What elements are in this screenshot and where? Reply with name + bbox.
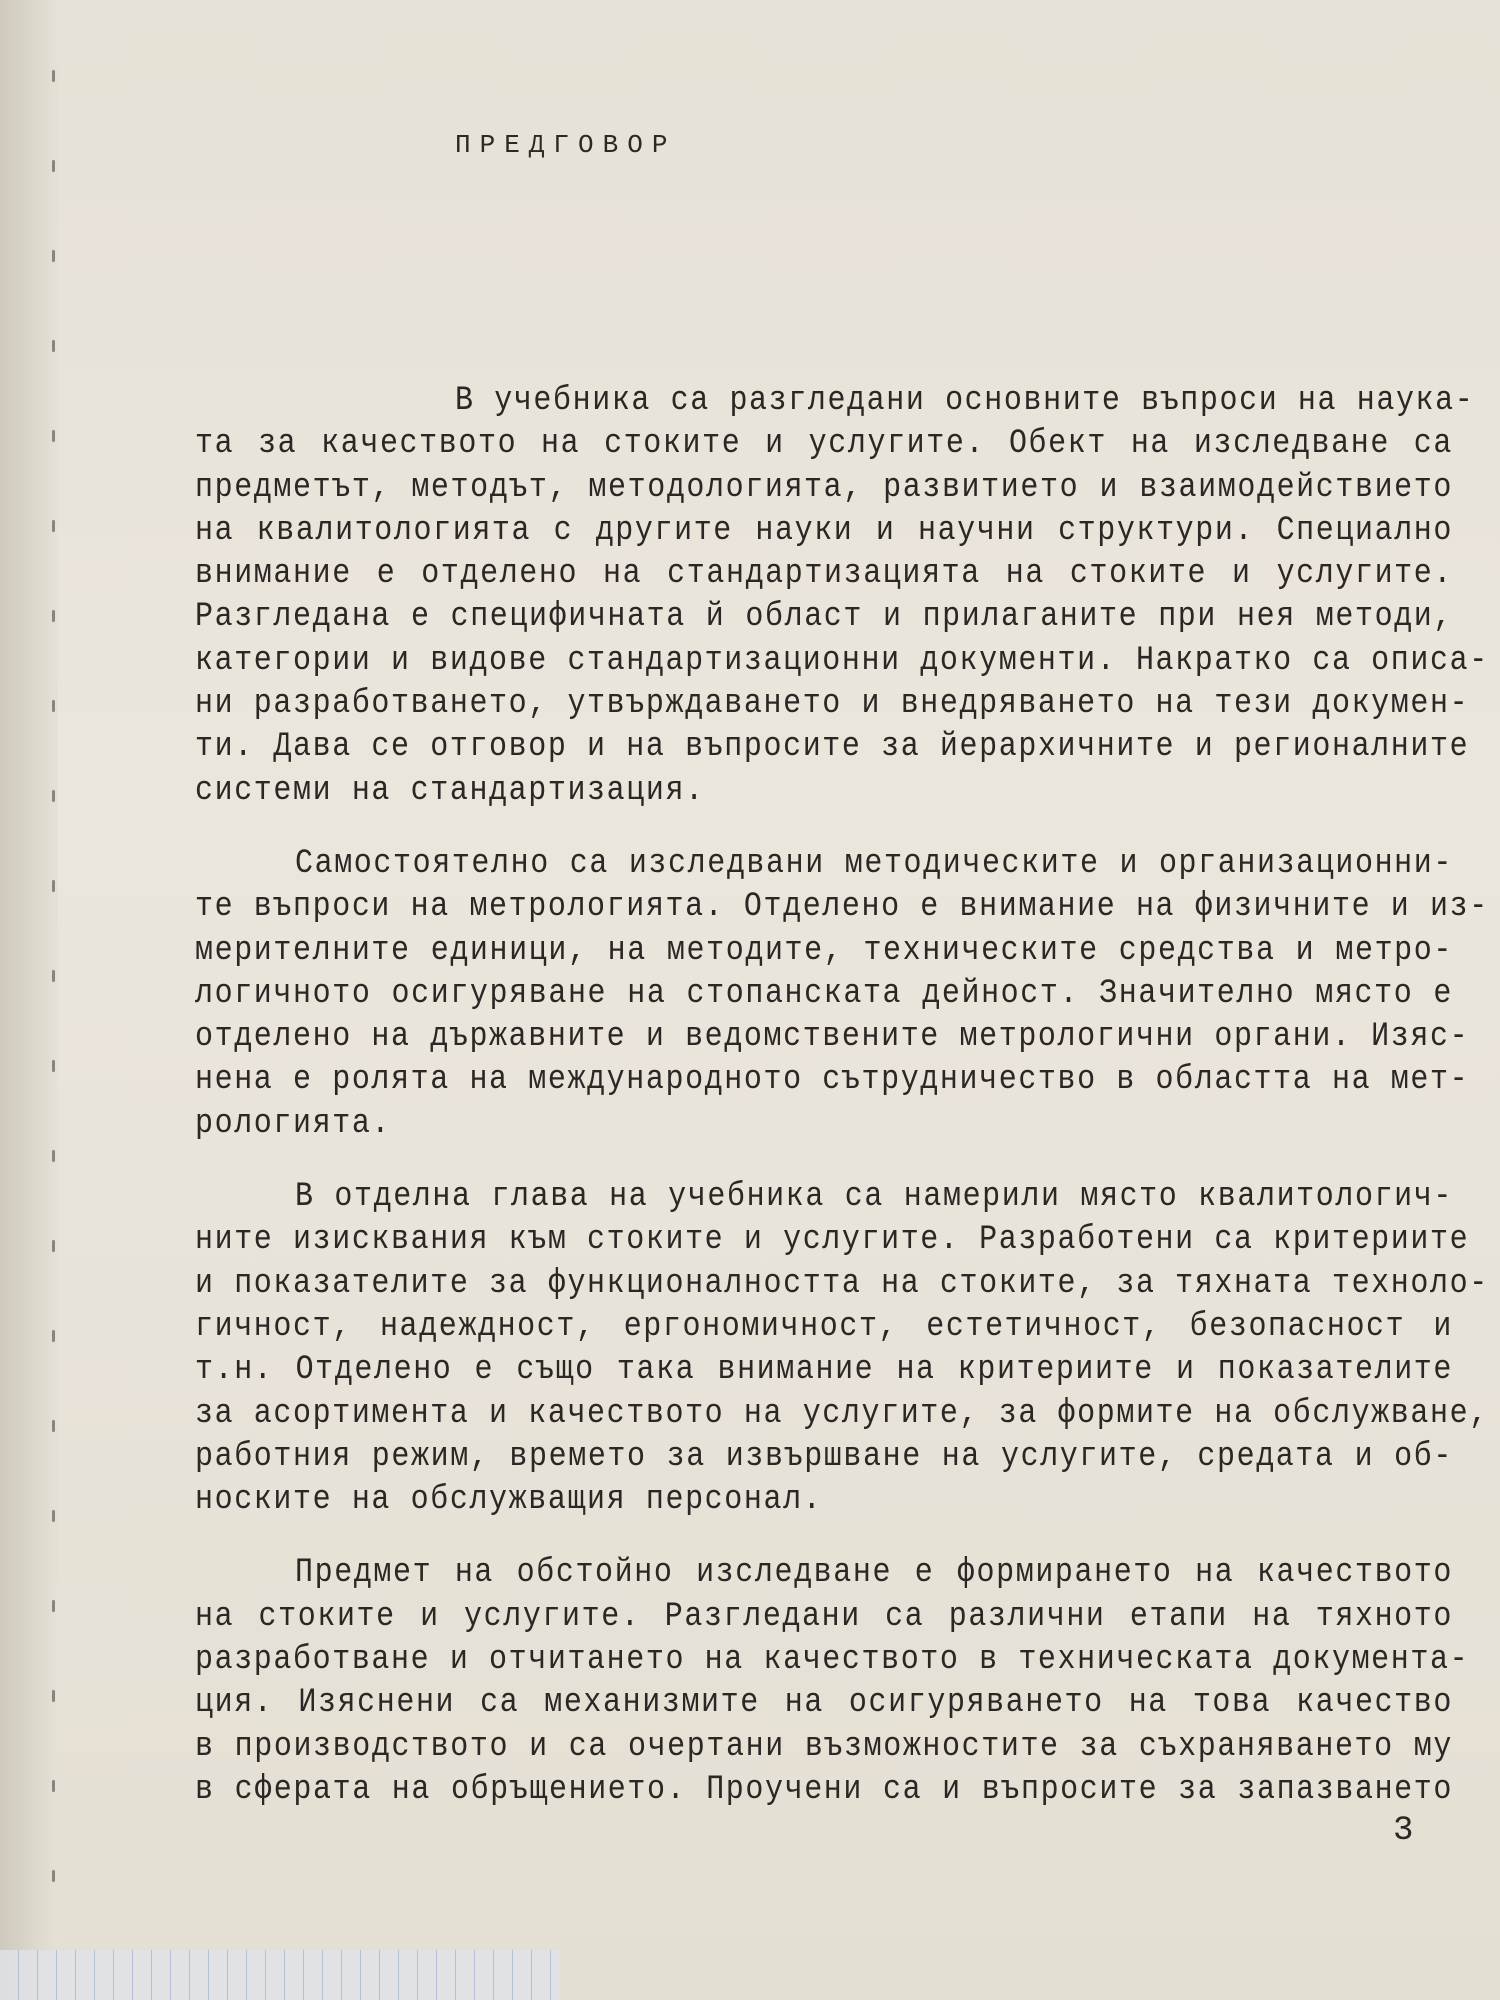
text-line: нена е ролята на международното сътрудничество в областта на мет-	[195, 1060, 1470, 1100]
binding-hole	[52, 700, 55, 712]
text-line: В учебника са разгледани основните въпроси на наука-	[455, 381, 1475, 421]
page-number: 3	[1393, 1812, 1414, 1850]
binding-hole	[52, 790, 55, 802]
binding-hole	[52, 250, 55, 262]
text-line: Самостоятелно са изследвани методическите и организационни-	[295, 844, 1453, 884]
binding-hole	[52, 340, 55, 352]
text-line: гичност, надеждност, ергономичност, естетичност, безопасност и	[195, 1307, 1453, 1347]
text-line: системи на стандартизация.	[195, 771, 705, 811]
text-line: в производството и са очертани възможностите за съхраняването му	[195, 1726, 1453, 1767]
text-line: категории и видове стандартизационни документи. Накратко са описа-	[195, 641, 1489, 681]
binding-hole	[52, 160, 55, 172]
paragraph	[195, 843, 1489, 1146]
page-binding-edge	[0, 0, 58, 2000]
paragraph	[195, 1176, 1489, 1522]
text-line: носките на обслужващия персонал.	[195, 1480, 823, 1520]
text-line: ция. Изяснени са механизмите на осигуряването на това качество	[195, 1683, 1453, 1723]
text-line: на квалитологията с другите науки и научни структури. Специално	[195, 511, 1453, 551]
text-line: та за качеството на стоките и услугите. Обект на изследване са	[195, 424, 1453, 464]
ruled-paper-underneath	[0, 1950, 560, 2000]
binding-hole	[52, 1780, 55, 1792]
binding-hole	[52, 1150, 55, 1162]
binding-hole	[52, 1600, 55, 1612]
binding-hole	[52, 1420, 55, 1432]
text-line: ните изисквания към стоките и услугите. Разработени са критериите	[195, 1220, 1470, 1260]
text-line: работния режим, времето за извършване на услугите, средата и об-	[195, 1437, 1453, 1477]
binding-hole	[52, 1330, 55, 1342]
binding-hole	[52, 430, 55, 442]
binding-hole	[52, 520, 55, 532]
paragraph	[195, 380, 1489, 813]
binding-hole	[52, 970, 55, 982]
text-line: Предмет на обстойно изследване е формирането на качеството	[295, 1553, 1453, 1593]
text-line: разработване и отчитането на качеството в техническата документа-	[195, 1640, 1470, 1680]
binding-hole	[52, 1060, 55, 1072]
paragraph-gap	[195, 813, 1453, 843]
binding-hole	[52, 1690, 55, 1702]
paragraph-gap	[195, 1146, 1453, 1176]
text-line: на стоките и услугите. Разгледани са различни етапи на тяхното	[195, 1597, 1453, 1637]
paragraph	[195, 1552, 1470, 1812]
text-line: ни разработването, утвърждаването и внедряването на тези докумен-	[195, 684, 1470, 724]
binding-hole	[52, 610, 55, 622]
text-line: внимание е отделено на стандартизацията на стоките и услугите.	[195, 554, 1453, 594]
text-line: Разгледана е специфичната й област и прилаганите при нея методи,	[195, 597, 1453, 637]
text-line: за асортимента и качеството на услугите, за формите на обслужване,	[195, 1393, 1489, 1433]
document-body	[195, 380, 1489, 1812]
text-line: предметът, методът, методологията, развитието и взаимодействието	[195, 467, 1453, 508]
text-line: рологията.	[195, 1104, 392, 1144]
binding-hole	[52, 880, 55, 892]
text-line: т.н. Отделено е също така внимание на критериите и показателите	[195, 1350, 1453, 1390]
binding-hole	[52, 1510, 55, 1522]
text-line: логичното осигуряване на стопанската дейност. Значително място е	[195, 974, 1453, 1014]
text-line: и показателите за функционалността на стоките, за тяхната техноло-	[195, 1263, 1489, 1304]
text-line: ти. Дава се отговор и на въпросите за йерархичните и регионалните	[195, 727, 1470, 767]
text-line: мерителните единици, на методите, техническите средства и метро-	[195, 930, 1453, 971]
text-line: В отделна глава на учебника са намерили място квалитологич-	[295, 1177, 1453, 1217]
binding-hole	[52, 1240, 55, 1252]
binding-hole	[52, 70, 55, 82]
text-line: отделено на държавните и ведомствените метрологични органи. Изяс-	[195, 1017, 1470, 1057]
text-line: те въпроси на метрологията. Отделено е внимание на физичните и из-	[195, 887, 1489, 927]
text-line: в сферата на обръщението. Проучени са и въпросите за запазването	[195, 1770, 1453, 1810]
page-title: ПРЕДГОВОР	[455, 130, 677, 160]
binding-hole	[52, 1870, 55, 1882]
